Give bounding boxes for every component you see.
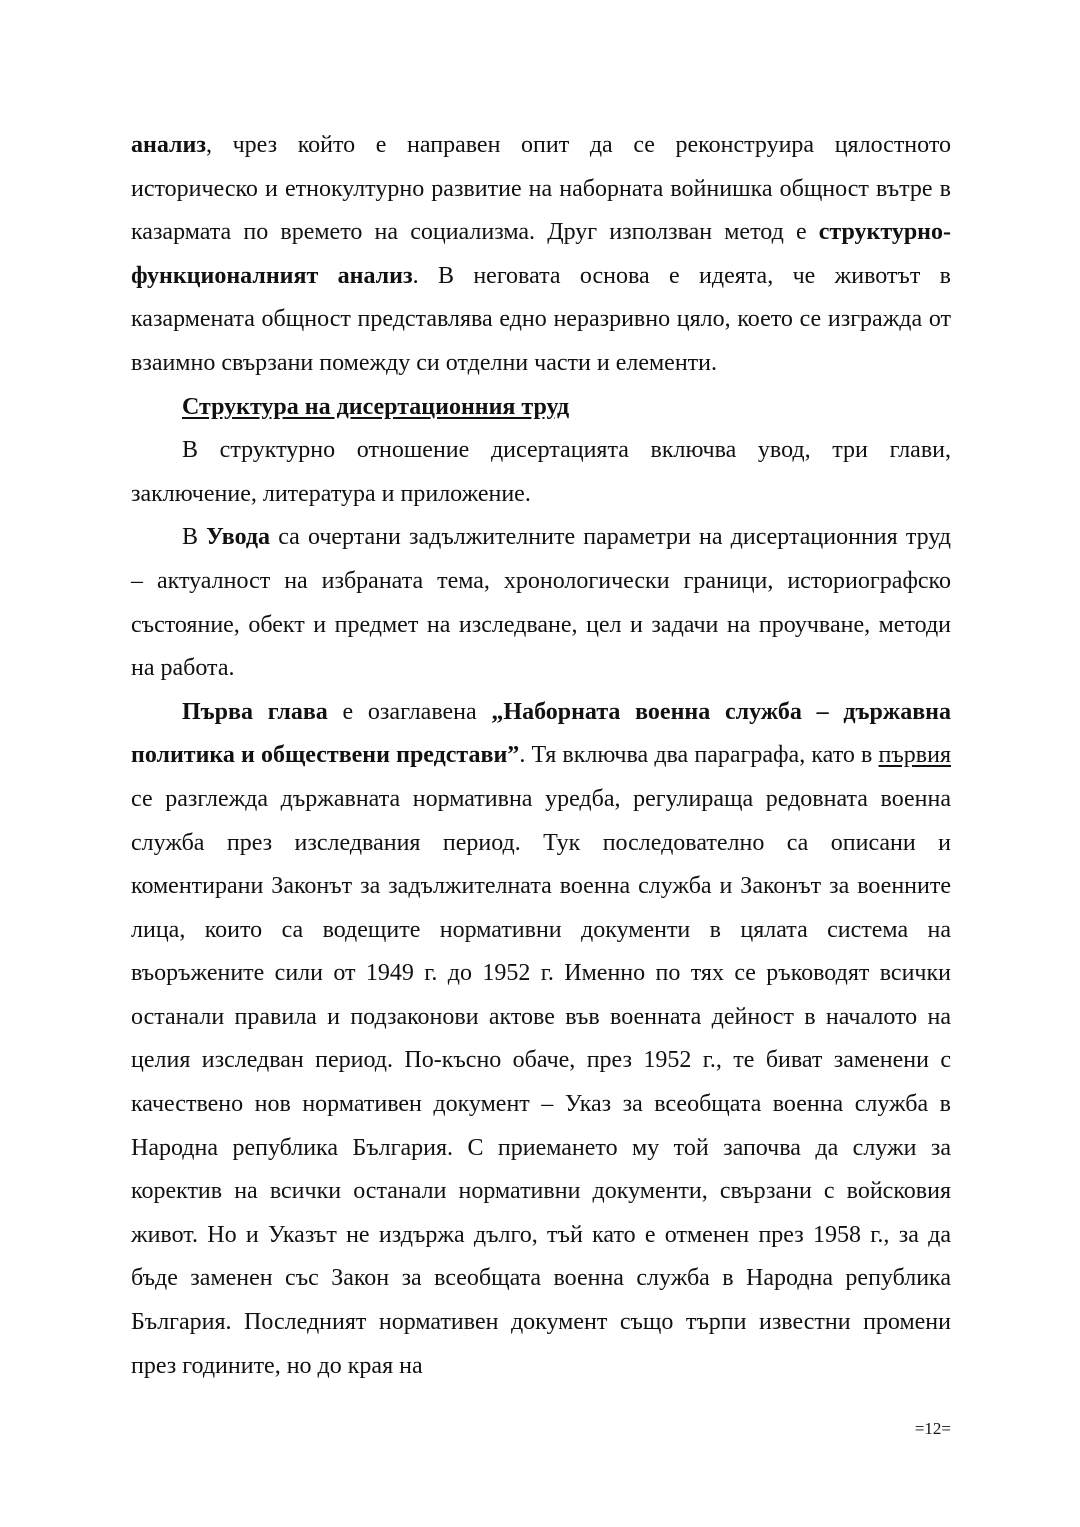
page-number: =12=	[914, 1419, 951, 1438]
paragraph-chapter-one-text-3: се разглежда държавната нормативна уредба, регулираща редовната военна служба през изследвания период. Тук последователно са описани и коментирани Законът за задължителната военна служба и Законът за военните лица, които са водещите нормативни документи в цялата система на въоръжените сили от 1949 г. до 1952 г. Именно по тях се ръководят всички останали правила и подзаконови актове във военната дейност в началото на целия изследван период. По-късно обаче, през 1952 г., те биват заменени с качествено нов нормативен документ – Указ за всеобщата военна служба в Народна република България. С приемането му той започва да служи за коректив на всички останали нормативни документи, свързани с войсковия живот. Но и Указът не издържа дълго, тъй като е отменен през 1958 г., за да бъде заменен със Закон за всеобщата военна служба в Народна република България. Последният нормативен документ също търпи известни промени през годините, но до края на	[131, 785, 951, 1379]
paragraph-methods	[131, 124, 951, 386]
paragraph-chapter-one-text-1: е озаглавена	[327, 698, 492, 725]
term-first-paragraph: първия	[878, 742, 951, 769]
term-analysis: анализ	[131, 132, 206, 158]
paragraph-methods-text-2: . В неговата основа е идеята, че животът в казармената общност представлява едно неразривно цяло, което се изгражда от взаимно свързани помежду си отделни части и елементи.	[131, 262, 951, 376]
paragraph-chapter-one	[131, 691, 951, 1389]
document-page	[131, 124, 951, 1388]
paragraph-methods-text-1: , чрез който е направен опит да се реконструира цялостното историческо и етнокултурно развитие на наборната войнишка общност вътре в казармата по времето на социализма. Друг използван метод е	[131, 132, 951, 246]
paragraph-structure: В структурно отношение дисертацията включва увод, три глави, заключение, литература и приложение.	[131, 437, 951, 507]
term-structural-functional-analysis: структурно-функционалният анализ	[131, 219, 951, 289]
chapter-one-title: „Наборната военна служба – държавна политика и обществени представи”	[131, 698, 951, 769]
paragraph-chapter-one-text-2: . Тя включва два параграфа, като в	[519, 742, 879, 769]
paragraph-introduction	[131, 516, 951, 690]
paragraph-introduction-text-2: са очертани задължителните параметри на дисертационния труд – актуалност на избраната тема, хронологически граници, историографско състояние, обект и предмет на изследване, цел и задачи на проучване, методи на работа.	[131, 524, 951, 682]
section-heading: Структура на дисертационния труд	[182, 393, 570, 420]
term-chapter-one: Първа глава	[182, 698, 328, 725]
term-introduction: Увода	[206, 524, 271, 551]
paragraph-introduction-text-1: В	[182, 524, 207, 551]
